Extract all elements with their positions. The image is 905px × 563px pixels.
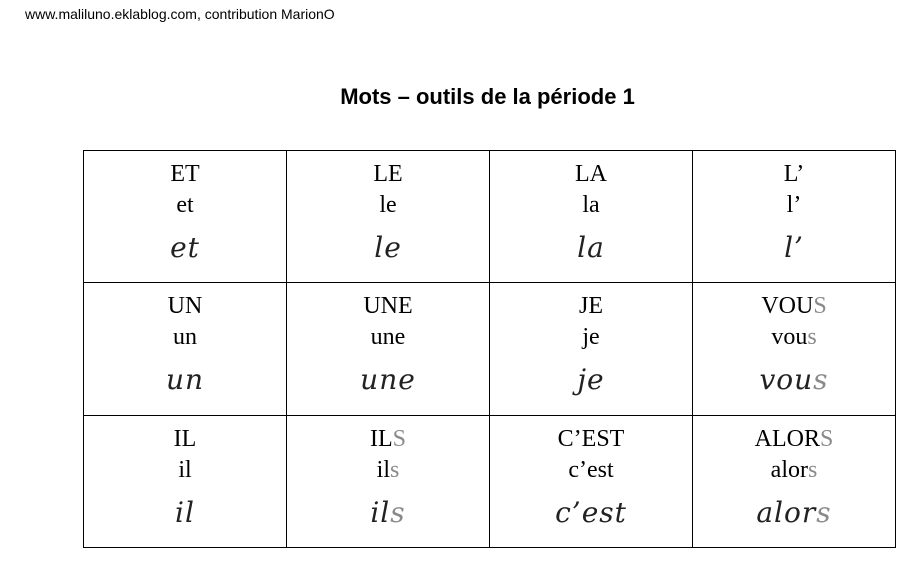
lowercase-word <box>377 455 400 486</box>
word-cell-content <box>287 416 489 547</box>
lowercase-word-text: vou <box>771 324 808 351</box>
uppercase-word-silent-letter: S <box>819 425 834 452</box>
lowercase-word <box>771 455 818 486</box>
word-cell <box>84 415 287 547</box>
cursive-word-silent-letter: s <box>813 363 829 397</box>
word-cell-content <box>693 416 895 547</box>
cursive-word <box>374 231 402 265</box>
cursive-word-text: la <box>577 231 605 264</box>
word-cell-content <box>84 283 286 414</box>
lowercase-word-text: et <box>176 192 194 218</box>
lowercase-word-text: une <box>370 324 406 351</box>
uppercase-word <box>755 424 834 455</box>
lowercase-word <box>771 322 816 353</box>
word-cell-content <box>490 283 692 414</box>
lowercase-word <box>178 455 191 486</box>
word-cell <box>693 283 896 415</box>
word-cell <box>84 151 287 283</box>
lowercase-word-silent-letter: s <box>807 456 818 483</box>
cursive-word <box>170 231 200 265</box>
lowercase-word-silent-letter: s <box>807 324 817 351</box>
uppercase-word <box>174 424 197 455</box>
uppercase-word-text: ET <box>170 161 200 187</box>
word-cell <box>490 283 693 415</box>
word-cell <box>490 415 693 547</box>
lowercase-word <box>582 322 599 353</box>
cursive-word-silent-letter: s <box>816 495 832 529</box>
lowercase-word <box>568 455 613 486</box>
cursive-word-text: c’est <box>555 495 627 529</box>
uppercase-word-silent-letter: S <box>392 425 406 452</box>
uppercase-word-text: ALOR <box>754 425 820 452</box>
cursive-word <box>577 363 604 397</box>
cursive-word-text: il <box>370 495 391 529</box>
uppercase-word <box>373 159 402 190</box>
uppercase-word-text: LE <box>373 161 403 187</box>
cursive-word <box>577 231 605 265</box>
lowercase-word-silent-letter: s <box>390 456 400 483</box>
lowercase-word <box>379 190 396 221</box>
word-cell-content <box>287 151 489 282</box>
cursive-word-text: vou <box>759 363 814 397</box>
cursive-word-text: je <box>577 363 605 397</box>
cursive-word <box>756 496 831 530</box>
lowercase-word-text: un <box>173 324 197 351</box>
lowercase-word-text: il <box>178 456 192 483</box>
uppercase-word-silent-letter: S <box>813 293 827 320</box>
uppercase-word-text: IL <box>369 425 393 452</box>
word-cell <box>287 283 490 415</box>
word-cell-content <box>84 151 286 282</box>
uppercase-word <box>558 424 625 455</box>
word-row <box>84 151 896 283</box>
cursive-word-text: une <box>360 363 416 397</box>
uppercase-word <box>579 291 603 322</box>
cursive-word <box>175 496 195 530</box>
word-cell-content <box>693 151 895 282</box>
uppercase-word <box>575 159 607 190</box>
uppercase-word-text: IL <box>173 425 197 452</box>
word-row <box>84 283 896 415</box>
lowercase-word <box>371 322 406 353</box>
cursive-word-text: l’ <box>784 231 804 264</box>
lowercase-word <box>173 322 197 353</box>
word-cell <box>287 415 490 547</box>
cursive-word <box>784 231 804 265</box>
lowercase-word-text: c’est <box>568 456 614 483</box>
cursive-word-text: un <box>165 363 205 397</box>
word-cell-content <box>287 283 489 414</box>
uppercase-word <box>761 291 826 322</box>
cursive-word-text: le <box>374 231 402 264</box>
word-cell <box>490 151 693 283</box>
word-cell-content <box>693 283 895 414</box>
lowercase-word <box>582 190 599 221</box>
uppercase-word-text: JE <box>579 293 603 320</box>
word-row <box>84 415 896 547</box>
uppercase-word-text: UNE <box>363 293 413 320</box>
word-cell-content <box>84 416 286 547</box>
uppercase-word <box>370 424 406 455</box>
uppercase-word <box>170 159 199 190</box>
cursive-word-text: il <box>175 495 195 529</box>
word-grid <box>83 150 896 548</box>
lowercase-word <box>176 190 193 221</box>
lowercase-word-text: je <box>582 324 600 351</box>
cursive-word <box>370 496 405 530</box>
cursive-word <box>360 363 416 397</box>
word-cell-content <box>490 416 692 547</box>
lowercase-word <box>787 190 802 221</box>
page-title: Mots – outils de la période 1 <box>340 84 635 109</box>
cursive-word <box>555 496 627 530</box>
lowercase-word-text: la <box>582 192 600 218</box>
uppercase-word <box>363 291 412 322</box>
cursive-word-text: alor <box>756 495 817 529</box>
word-cell <box>84 283 287 415</box>
lowercase-word-text: il <box>376 456 390 483</box>
source-credit: www.maliluno.eklablog.com, contribution MarionO <box>25 6 335 22</box>
cursive-word-text: et <box>170 231 200 264</box>
uppercase-word-text: C’EST <box>557 425 625 452</box>
uppercase-word-text: UN <box>167 293 203 320</box>
uppercase-word-text: LA <box>575 161 607 187</box>
uppercase-word-text: L’ <box>783 161 805 187</box>
lowercase-word-text: alor <box>770 456 808 483</box>
uppercase-word <box>168 291 203 322</box>
uppercase-word <box>784 159 804 190</box>
word-cell-content <box>490 151 692 282</box>
word-cell <box>287 151 490 283</box>
cursive-word <box>759 363 828 397</box>
lowercase-word-text: l’ <box>786 192 802 218</box>
lowercase-word-text: le <box>379 192 397 218</box>
word-cell <box>693 151 896 283</box>
cursive-word-silent-letter: s <box>390 495 406 529</box>
word-cell <box>693 415 896 547</box>
cursive-word <box>166 363 204 397</box>
uppercase-word-text: VOU <box>761 293 814 320</box>
